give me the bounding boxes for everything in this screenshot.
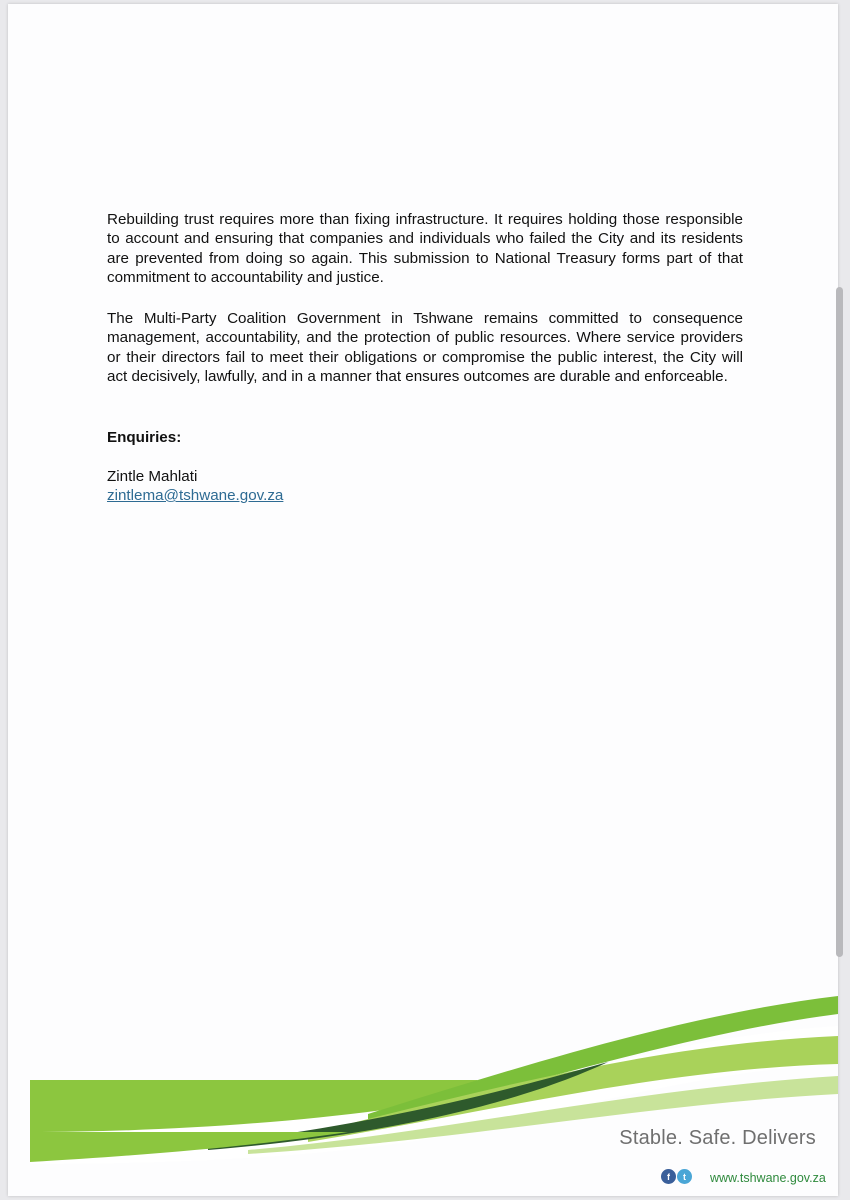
- scrollbar-thumb[interactable]: [836, 287, 843, 957]
- paragraph-accountability: Rebuilding trust requires more than fixing infrastructure. It requires holding those responsible to account and ensuring that companies and individuals who failed the City and its residents are prevented from doing so again. This submission to National Treasury forms part of that commitment to accountability and justice.: [107, 211, 743, 286]
- paragraph-coalition-commitment: The Multi-Party Coalition Government in Tshwane remains committed to consequence management, accountability, and the protection of public resources. Where service providers or their directors fail to meet their obligations or compromise the public interest, the City will act decisively, lawfully, and in a manner that ensures outcomes are durable and enforceable.: [107, 310, 743, 385]
- document-page: [8, 4, 838, 1196]
- footer-tagline: Stable. Safe. Delivers: [619, 1127, 816, 1149]
- social-icons: [661, 1169, 692, 1184]
- contact-email-link[interactable]: zintlema@tshwane.gov.za: [107, 487, 284, 504]
- footer-swoosh-graphic: [8, 4, 838, 1196]
- footer-website[interactable]: www.tshwane.gov.za: [710, 1171, 826, 1185]
- contact-name: Zintle Mahlati: [107, 468, 198, 485]
- twitter-icon[interactable]: t: [677, 1169, 692, 1184]
- enquiries-heading: Enquiries:: [107, 429, 182, 446]
- facebook-icon[interactable]: f: [661, 1169, 676, 1184]
